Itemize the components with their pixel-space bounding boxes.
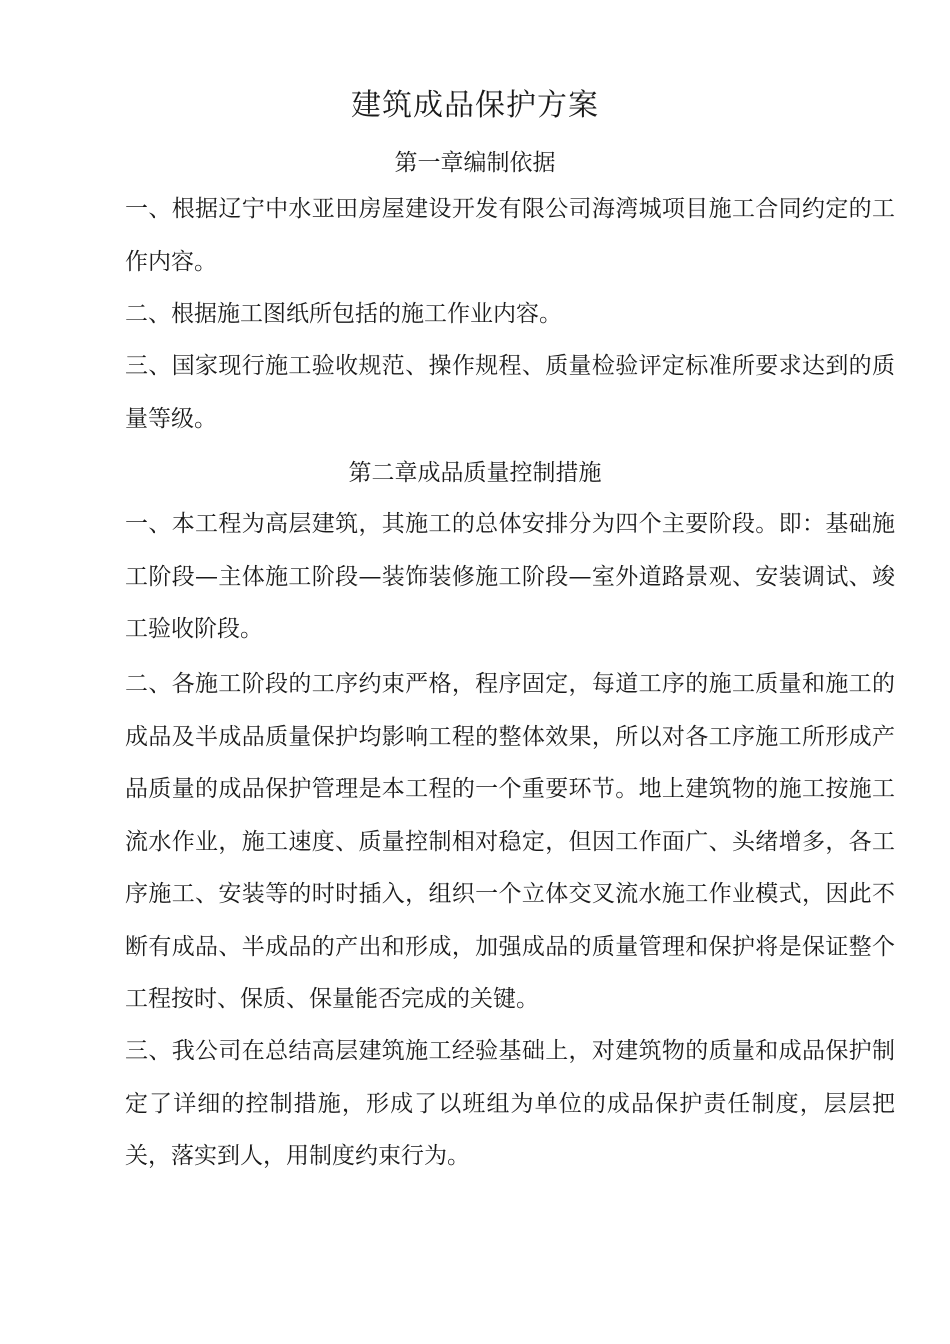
chapter-1-heading: 第一章编制依据 [394, 150, 556, 176]
chapter-1-item-2: 二、根据施工图纸所包括的施工作业内容。 [125, 301, 562, 327]
chapter-1-item-3: 三、国家现行施工验收规范、操作规程、质量检验评定标准所要求达到的质量等级。 [125, 353, 895, 432]
document-title: 建筑成品保护方案 [351, 88, 599, 123]
chapter-2-item-2: 二、各施工阶段的工序约束严格，程序固定，每道工序的施工质量和施工的成品及半成品质量保护均影响工程的整体效果，所以对各工序施工所形成产品质量的成品保护管理是本工程的一个重要环节。地上建筑物的施工按施工流水作业，施工速度、质量控制相对稳定，但因工作面广、头绪增多，各工序施工、安装等的时时插入，组织一个立体交叉流水施工作业模式，因此不断有成品、半成品的产出和形成，加强成品的质量管理和保护将是保证整个工程按时、保质、保量能否完成的关键。 [125, 671, 895, 1012]
chapter-1-item-1: 一、根据辽宁中水亚田房屋建设开发有限公司海湾城项目施工合同约定的工作内容。 [125, 196, 895, 275]
chapter-2-item-1: 一、本工程为高层建筑，其施工的总体安排分为四个主要阶段。即：基础施工阶段—主体施工阶段—装饰装修施工阶段—室外道路景观、安装调试、竣工验收阶段。 [125, 511, 895, 642]
chapter-2-item-3: 三、我公司在总结高层建筑施工经验基础上，对建筑物的质量和成品保护制定了详细的控制措施，形成了以班组为单位的成品保护责任制度，层层把关，落实到人，用制度约束行为。 [125, 1038, 895, 1169]
chapter-2-heading: 第二章成品质量控制措施 [348, 460, 602, 486]
